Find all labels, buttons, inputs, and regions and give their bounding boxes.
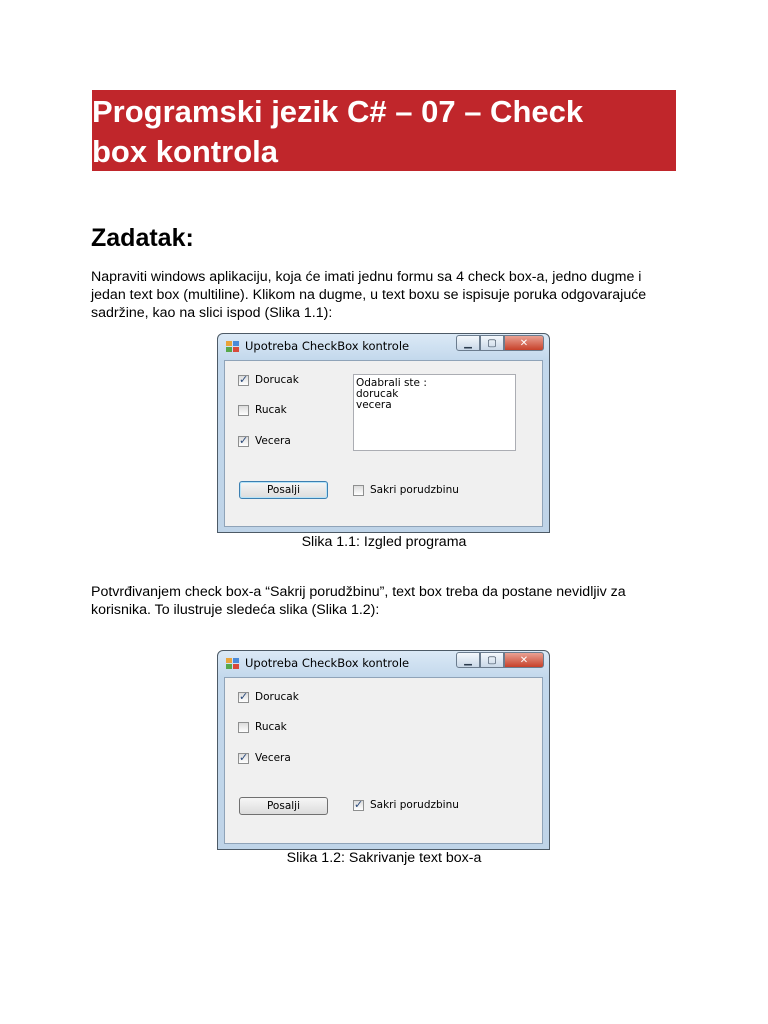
paragraph-hide bbox=[91, 583, 626, 619]
title-line-2: box kontrola bbox=[92, 134, 279, 169]
checkbox-box[interactable] bbox=[353, 485, 364, 496]
paragraph-line: Napraviti windows aplikaciju, koja će imati jednu formu sa 4 check box-a, jedno dugme i bbox=[91, 269, 642, 285]
checkbox-label: Vecera bbox=[255, 435, 291, 447]
close-icon[interactable]: ✕ bbox=[504, 335, 544, 351]
checkbox-sakri-porudzbinu[interactable] bbox=[353, 799, 459, 811]
checkbox-label: Rucak bbox=[255, 721, 287, 733]
textbox-line: dorucak bbox=[356, 388, 399, 400]
checkbox-box[interactable] bbox=[353, 800, 364, 811]
checkbox-box[interactable] bbox=[238, 722, 249, 733]
title-line-1: Programski jezik C# – 07 – Check bbox=[92, 94, 584, 129]
window-titlebar bbox=[218, 651, 549, 677]
window-client-area bbox=[224, 677, 543, 844]
app-window-figure2 bbox=[217, 650, 550, 850]
posalji-button[interactable]: Posalji bbox=[239, 797, 328, 815]
checkbox-rucak[interactable] bbox=[238, 721, 287, 733]
app-icon bbox=[226, 341, 240, 353]
maximize-icon[interactable]: ▢ bbox=[480, 335, 504, 351]
paragraph-line: Potvrđivanjem check box-a “Sakrij porudžbinu”, text box treba da postane nevidljiv za bbox=[91, 584, 626, 600]
textbox-line: Odabrali ste : bbox=[356, 377, 427, 389]
paragraph-line: jedan text box (multiline). Klikom na dugme, u text boxu se ispisuje poruka odgovarajuće bbox=[91, 287, 647, 303]
checkbox-rucak[interactable] bbox=[238, 404, 287, 416]
checkbox-box[interactable] bbox=[238, 405, 249, 416]
app-icon bbox=[226, 658, 240, 670]
checkbox-label: Dorucak bbox=[255, 374, 299, 386]
paragraph-line: sadržine, kao na slici ispod (Slika 1.1): bbox=[91, 305, 333, 321]
checkbox-label: Sakri porudzbinu bbox=[370, 799, 459, 811]
window-title: Upotreba CheckBox kontrole bbox=[245, 339, 410, 353]
paragraph-intro bbox=[91, 268, 646, 322]
checkbox-label: Rucak bbox=[255, 404, 287, 416]
checkbox-box[interactable] bbox=[238, 436, 249, 447]
textbox-line: vecera bbox=[356, 399, 392, 411]
figure2-caption: Slika 1.2: Sakrivanje text box-a bbox=[286, 850, 482, 866]
paragraph-line: korisnika. To ilustruje sledeća slika (Slika 1.2): bbox=[91, 602, 380, 618]
figure1-caption: Slika 1.1: Izgled programa bbox=[301, 534, 467, 550]
window-title: Upotreba CheckBox kontrole bbox=[245, 656, 410, 670]
checkbox-label: Vecera bbox=[255, 752, 291, 764]
checkbox-label: Dorucak bbox=[255, 691, 299, 703]
checkbox-dorucak[interactable] bbox=[238, 691, 299, 703]
checkbox-vecera[interactable] bbox=[238, 435, 291, 447]
checkbox-box[interactable] bbox=[238, 753, 249, 764]
document-title bbox=[92, 92, 583, 172]
section-heading: Zadatak: bbox=[91, 224, 194, 252]
close-icon[interactable]: ✕ bbox=[504, 652, 544, 668]
checkbox-label: Sakri porudzbinu bbox=[370, 484, 459, 496]
message-textbox[interactable] bbox=[353, 374, 516, 451]
checkbox-dorucak[interactable] bbox=[238, 374, 299, 386]
maximize-icon[interactable]: ▢ bbox=[480, 652, 504, 668]
checkbox-box[interactable] bbox=[238, 692, 249, 703]
minimize-icon[interactable]: ▁ bbox=[456, 335, 480, 351]
posalji-button[interactable]: Posalji bbox=[239, 481, 328, 499]
title-banner bbox=[92, 90, 676, 171]
window-titlebar bbox=[218, 334, 549, 360]
checkbox-box[interactable] bbox=[238, 375, 249, 386]
checkbox-vecera[interactable] bbox=[238, 752, 291, 764]
checkbox-sakri-porudzbinu[interactable] bbox=[353, 484, 459, 496]
minimize-icon[interactable]: ▁ bbox=[456, 652, 480, 668]
app-window-figure1 bbox=[217, 333, 550, 533]
window-client-area bbox=[224, 360, 543, 527]
